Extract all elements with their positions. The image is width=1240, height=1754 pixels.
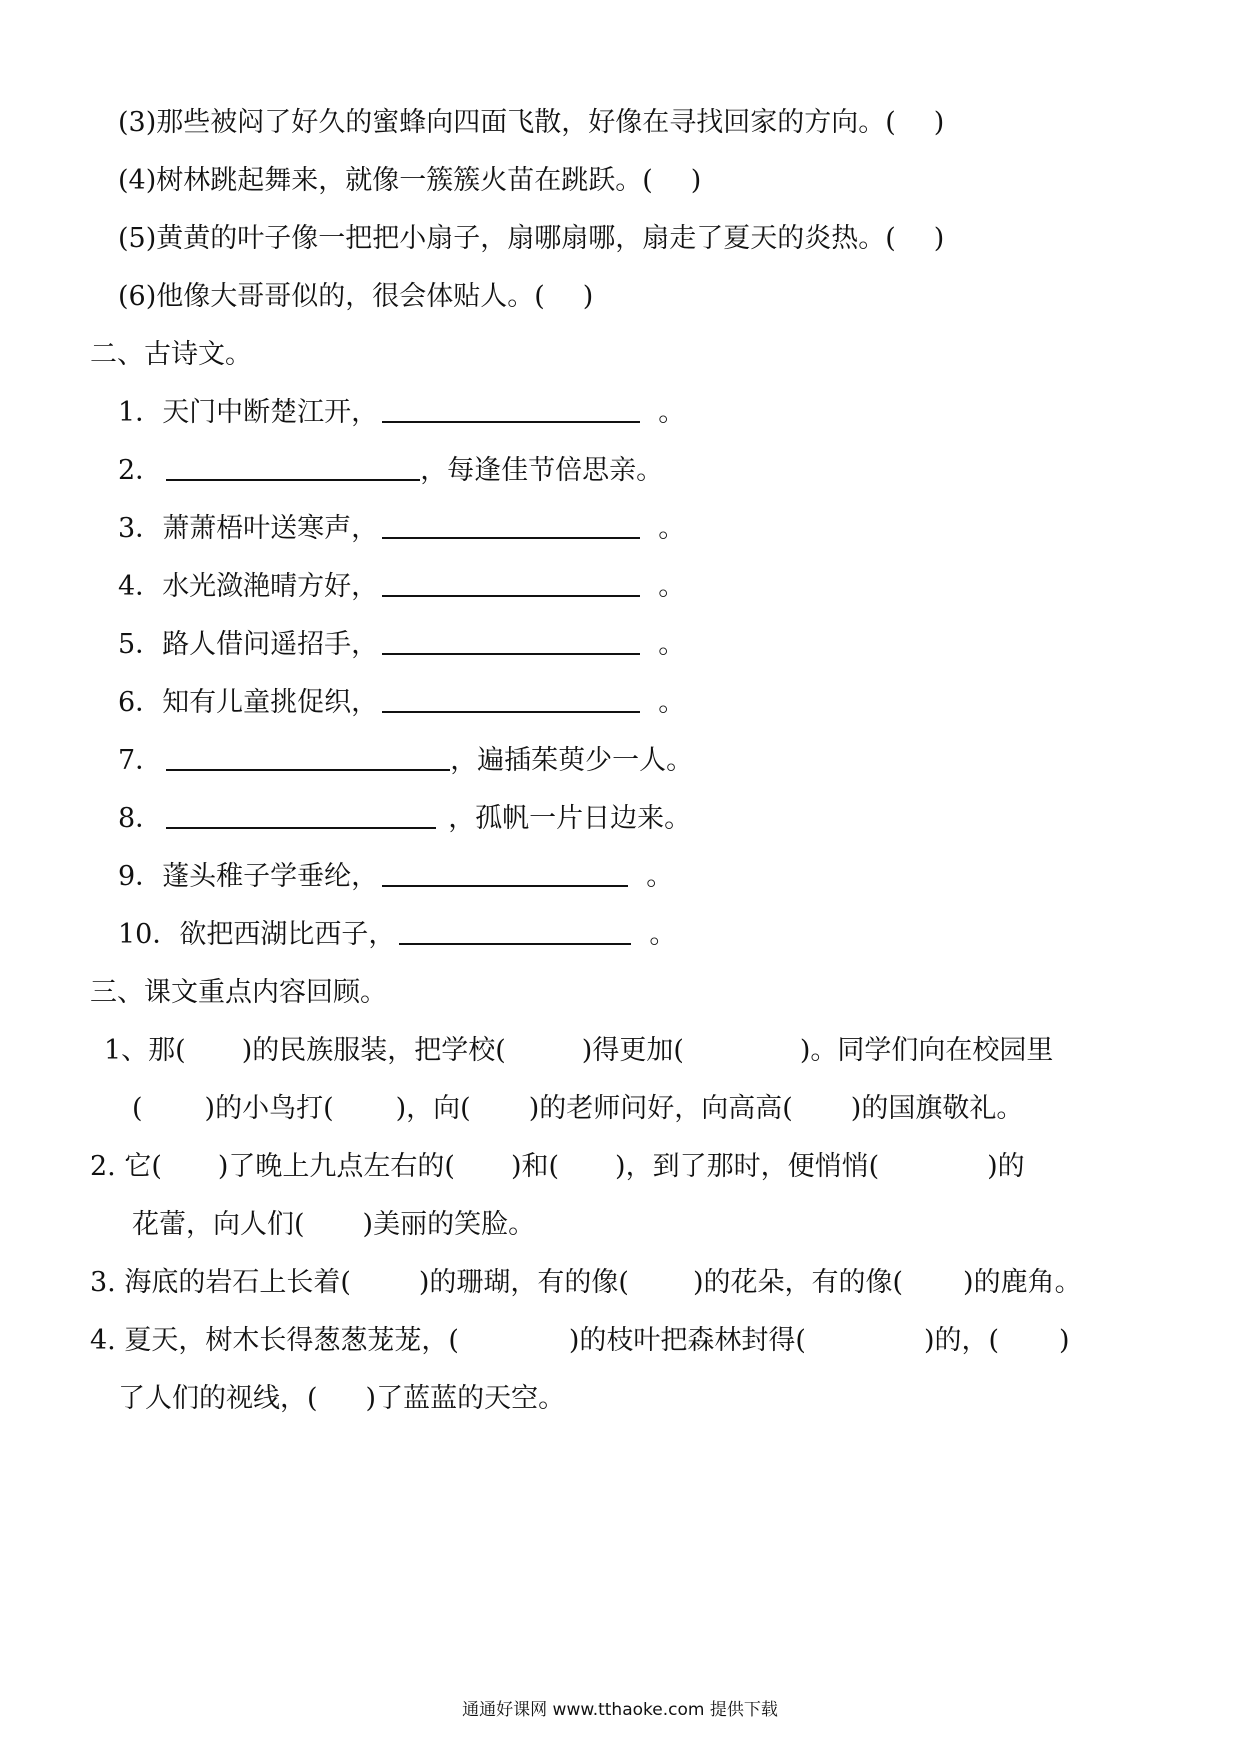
q-text: )的小鸟打(: [204, 1093, 334, 1124]
section-title-review: 三、课文重点内容回顾。: [90, 977, 387, 1008]
poem-item-4: [118, 569, 685, 605]
sentence-item-4: [118, 163, 701, 199]
q-text: )的，(: [923, 1325, 1000, 1356]
poem-item-7: [118, 743, 693, 779]
item-number: 3．: [118, 513, 163, 544]
item-number: 1．: [118, 397, 163, 428]
item-number: 6．: [118, 687, 163, 718]
q-text: )的花朵，有的像(: [692, 1267, 904, 1298]
review-q1-line1: [104, 1033, 1053, 1069]
poem-line: 蓬头稚子学垂纶，: [162, 861, 379, 892]
item-number: (5): [118, 223, 157, 254]
q-text: )的民族服装，把学校(: [241, 1035, 506, 1066]
fill-blank[interactable]: [382, 569, 640, 597]
poem-punct: 。: [658, 629, 686, 660]
open-paren: (: [885, 223, 896, 254]
close-paren: ): [582, 281, 594, 312]
open-paren: (: [885, 107, 896, 138]
q-text: )了晚上九点左右的(: [217, 1151, 455, 1182]
fill-blank[interactable]: [382, 511, 640, 539]
poem-line: 欲把西湖比西子，: [179, 919, 396, 950]
poem-item-10: [118, 917, 676, 953]
q-text: 2. 它(: [90, 1151, 162, 1182]
q-text: )的枝叶把森林封得(: [568, 1325, 806, 1356]
poem-line: 路人借问遥招手，: [162, 629, 379, 660]
sentence-item-5: [118, 221, 944, 257]
poem-punct: 。: [658, 513, 686, 544]
fill-blank[interactable]: [382, 685, 640, 713]
item-number: 10．: [118, 919, 180, 950]
poem-punct: 。: [649, 919, 677, 950]
review-q2-line2: [132, 1207, 535, 1243]
q-text: )美丽的笑脸。: [362, 1209, 536, 1240]
item-number: (6): [118, 281, 157, 312]
sentence-text: 树林跳起舞来，就像一簇簇火苗在跳跃。: [156, 165, 643, 196]
sentence-text: 那些被闷了好久的蜜蜂向四面飞散，好像在寻找回家的方向。: [156, 107, 886, 138]
poem-line: ，孤帆一片日边来。: [448, 803, 692, 834]
poem-line: 天门中断楚江开，: [162, 397, 379, 428]
review-q4-line1: [90, 1323, 1070, 1359]
close-paren: ): [933, 223, 945, 254]
sentence-text: 黄黄的叶子像一把把小扇子，扇哪扇哪，扇走了夏天的炎热。: [156, 223, 886, 254]
poem-punct: 。: [658, 687, 686, 718]
item-number: (3): [118, 107, 157, 138]
fill-blank[interactable]: [166, 453, 420, 481]
poem-line: 知有儿童挑促织，: [162, 687, 379, 718]
open-paren: (: [642, 165, 653, 196]
poem-line: ，遍插茱萸少一人。: [450, 745, 694, 776]
poem-item-2: [118, 453, 663, 489]
q-text: 3. 海底的岩石上长着(: [90, 1267, 351, 1298]
poem-item-1: [118, 395, 685, 431]
poem-item-8: [118, 801, 691, 837]
page-footer: 通通好课网 www.tthaoke.com 提供下载: [462, 1700, 778, 1720]
q-text: )的珊瑚，有的像(: [418, 1267, 629, 1298]
close-paren: ): [690, 165, 702, 196]
sentence-text: 他像大哥哥似的，很会体贴人。: [156, 281, 535, 312]
q-text: 了人们的视线，(: [118, 1383, 318, 1414]
poem-punct: 。: [658, 397, 686, 428]
open-paren: (: [534, 281, 545, 312]
fill-blank[interactable]: [382, 395, 640, 423]
poem-item-9: [118, 859, 673, 895]
q-text: )得更加(: [581, 1035, 684, 1066]
q-text: 1、那(: [104, 1035, 186, 1066]
review-q4-line2: [118, 1381, 565, 1417]
item-number: 4．: [118, 571, 163, 602]
poem-line: ，每逢佳节倍思亲。: [420, 455, 664, 486]
q-text: )的鹿角。: [963, 1267, 1082, 1298]
item-number: 7．: [118, 745, 163, 776]
q-text: (: [132, 1093, 143, 1124]
q-text: )的: [987, 1151, 1025, 1182]
item-number: 8．: [118, 803, 163, 834]
sentence-item-6: [118, 279, 593, 315]
q-text: 4. 夏天，树木长得葱葱茏茏，(: [90, 1325, 459, 1356]
q-text: )了蓝蓝的天空。: [365, 1383, 566, 1414]
q-text: )和(: [510, 1151, 560, 1182]
sentence-item-3: [118, 105, 944, 141]
fill-blank[interactable]: [382, 627, 640, 655]
item-number: 2．: [118, 455, 163, 486]
q-text: )，向(: [395, 1093, 471, 1124]
q-text: )的国旗敬礼。: [850, 1093, 1024, 1124]
q-text: ): [1059, 1325, 1070, 1356]
close-paren: ): [933, 107, 945, 138]
fill-blank[interactable]: [166, 801, 436, 829]
fill-blank[interactable]: [166, 743, 450, 771]
q-text: )的老师问好，向高高(: [528, 1093, 793, 1124]
poem-punct: 。: [646, 861, 674, 892]
review-q1-line2: [132, 1091, 1023, 1127]
item-number: 9．: [118, 861, 163, 892]
q-text: )。同学们向在校园里: [799, 1035, 1054, 1066]
section-title-poetry: 二、古诗文。: [90, 339, 252, 370]
poem-punct: 。: [658, 571, 686, 602]
item-number: 5．: [118, 629, 163, 660]
review-q2-line1: [90, 1149, 1025, 1185]
poem-item-3: [118, 511, 685, 547]
review-q3-line1: [90, 1265, 1082, 1301]
q-text: 花蕾，向人们(: [132, 1209, 305, 1240]
fill-blank[interactable]: [399, 917, 631, 945]
poem-line: 水光潋滟晴方好，: [162, 571, 379, 602]
fill-blank[interactable]: [382, 859, 628, 887]
poem-line: 萧萧梧叶送寒声，: [162, 513, 379, 544]
poem-item-6: [118, 685, 685, 721]
item-number: (4): [118, 165, 157, 196]
q-text: )，到了那时，便悄悄(: [615, 1151, 880, 1182]
poem-item-5: [118, 627, 685, 663]
